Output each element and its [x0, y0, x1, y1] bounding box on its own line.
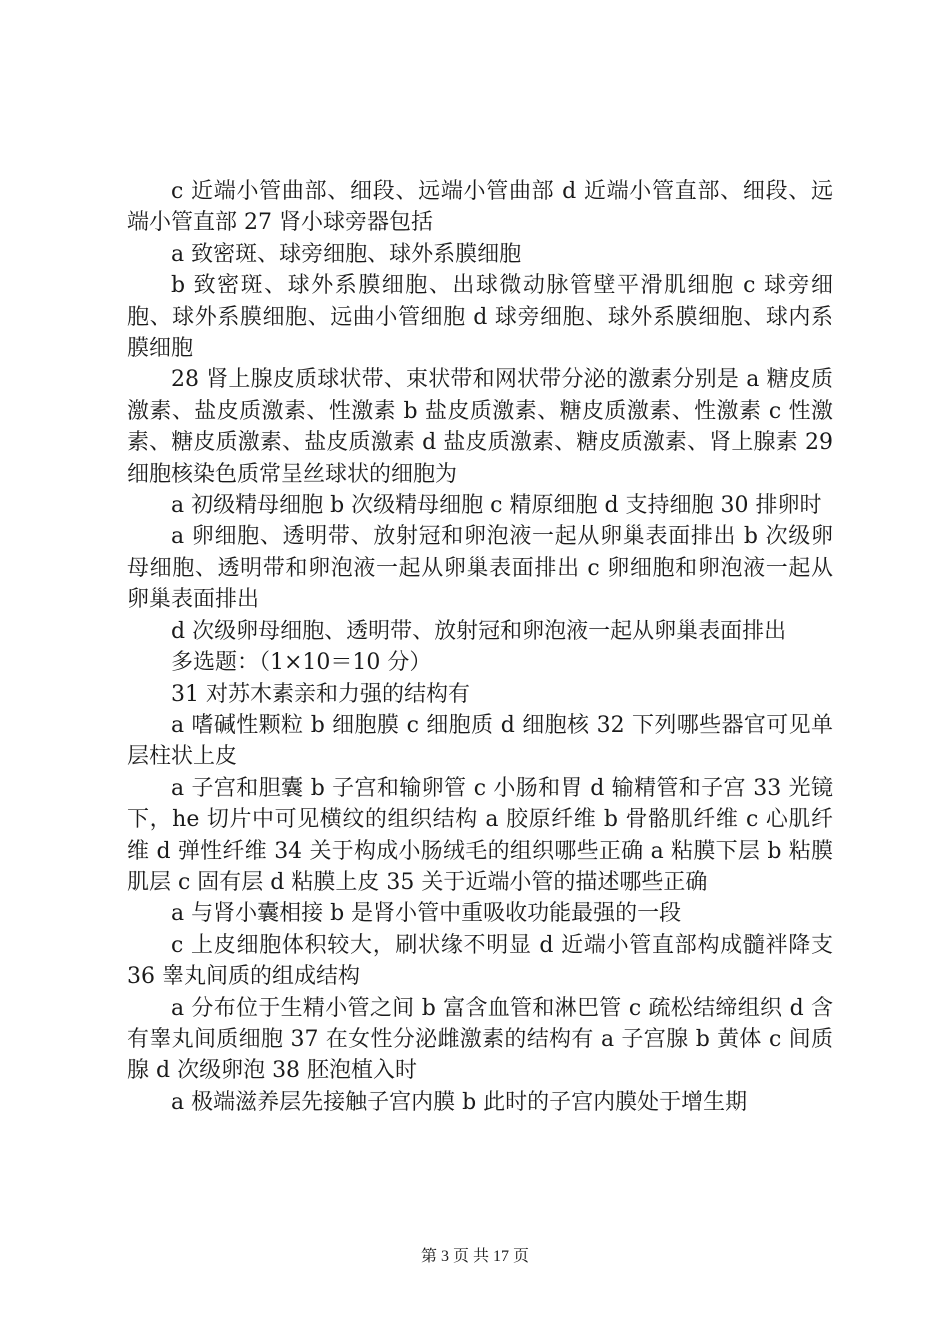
page-footer [0, 1243, 950, 1266]
paragraph: 28 肾上腺皮质球状带、束状带和网状带分泌的激素分别是 a 糖皮质激素、盐皮质激素、性激素 b 盐皮质激素、糖皮质激素、性激素 c 性激素、糖皮质激素、盐皮质激素 d 盐皮质激素、糖皮质激素、肾上腺素 29 细胞核染色质常呈丝球状的细胞为 [127, 367, 833, 487]
paragraph: a 嗜碱性颗粒 b 细胞膜 c 细胞质 d 细胞核 32 下列哪些器官可见单层柱状上皮 [127, 712, 833, 770]
paragraph: c 上皮细胞体积较大，刷状缘不明显 d 近端小管直部构成髓袢降支 36 睾丸间质的组成结构 [127, 932, 833, 990]
section-heading: 多选题：（1×10＝10 分） [171, 650, 432, 676]
paragraph: a 子宫和胆囊 b 子宫和输卵管 c 小肠和胃 d 输精管和子宫 33 光镜下，he 切片中可见横纹的组织结构 a 胶原纤维 b 骨骼肌纤维 c 心肌纤维 d 弹性纤维 34 关于构成小肠绒毛的组织哪些正确 a 粘膜下层 b 粘膜肌层 c 固有层 d 粘膜上皮 35 关于近端小管的描述哪些正确 [127, 775, 833, 895]
paragraph: a 分布位于生精小管之间 b 富含血管和淋巴管 c 疏松结缔组织 d 含有睾丸间质细胞 37 在女性分泌雌激素的结构有 a 子宫腺 b 黄体 c 间质腺 d 次级卵泡 38 胚泡植入时 [127, 995, 833, 1084]
paragraph: a 卵细胞、透明带、放射冠和卵泡液一起从卵巢表面排出 b 次级卵母细胞、透明带和卵泡液一起从卵巢表面排出 c 卵细胞和卵泡液一起从卵巢表面排出 [127, 524, 833, 613]
paragraph: a 致密斑、球旁细胞、球外系膜细胞 [171, 241, 522, 267]
page-number: 第 3 页 共 17 页 [420, 1248, 529, 1265]
paragraph: a 极端滋养层先接触子宫内膜 b 此时的子宫内膜处于增生期 [171, 1089, 748, 1115]
paragraph: a 初级精母细胞 b 次级精母细胞 c 精原细胞 d 支持细胞 30 排卵时 [171, 493, 822, 519]
paragraph: a 与肾小囊相接 b 是肾小管中重吸收功能最强的一段 [171, 901, 682, 927]
paragraph: d 次级卵母细胞、透明带、放射冠和卵泡液一起从卵巢表面排出 [171, 618, 787, 644]
document-body [127, 176, 833, 1118]
paragraph: 31 对苏木素亲和力强的结构有 [171, 681, 470, 707]
paragraph: c 近端小管曲部、细段、远端小管曲部 d 近端小管直部、细段、远端小管直部 27 肾小球旁器包括 [127, 179, 833, 236]
paragraph: b 致密斑、球外系膜细胞、出球微动脉管壁平滑肌细胞 c 球旁细胞、球外系膜细胞、远曲小管细胞 d 球旁细胞、球外系膜细胞、球内系膜细胞 [127, 273, 833, 362]
